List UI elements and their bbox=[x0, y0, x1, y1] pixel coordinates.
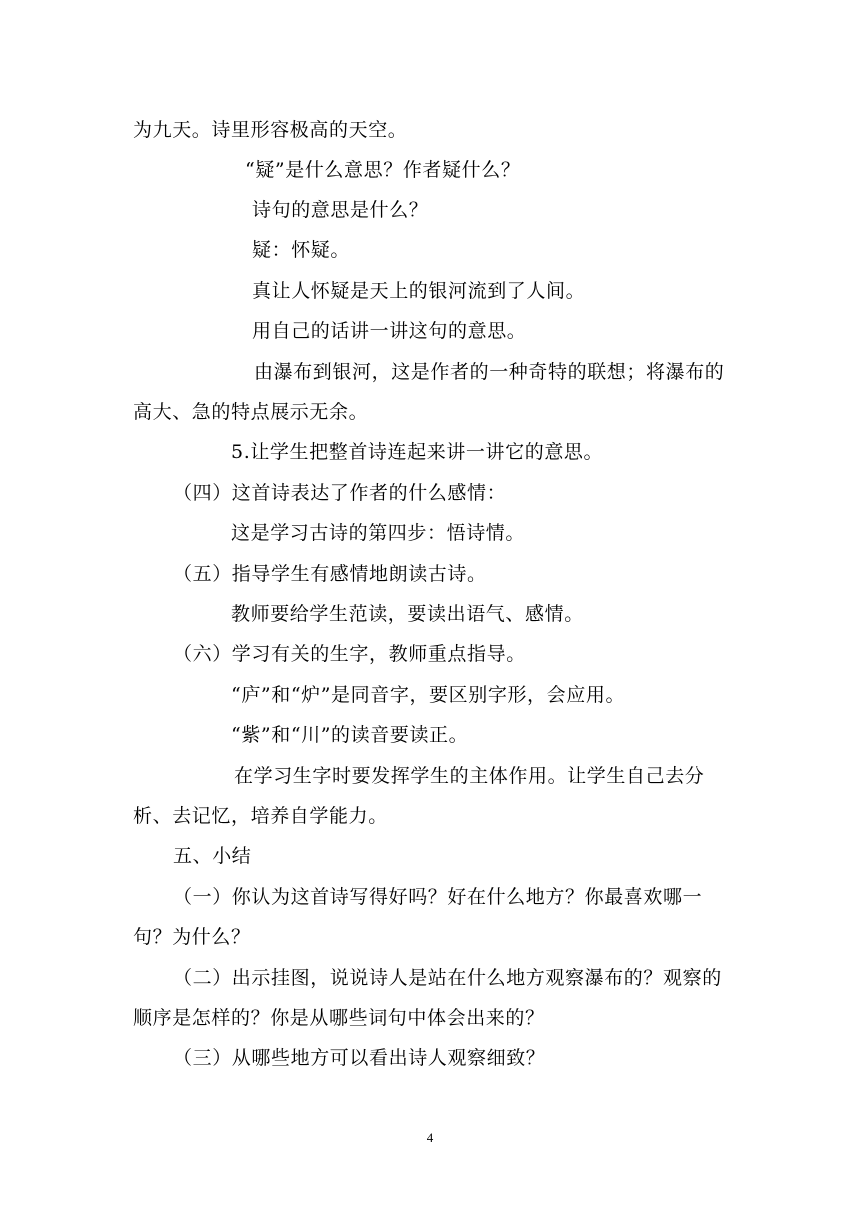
section-heading: （六）学习有关的生字，教师重点指导。 bbox=[173, 643, 526, 665]
text-line: （三）从哪些地方可以看出诗人观察细致？ bbox=[173, 1047, 546, 1069]
text-line: “庐”和“炉”是同音字，要区别字形，会应用。 bbox=[231, 684, 626, 706]
text-line: 析、去记忆，培养自学能力。 bbox=[133, 805, 388, 827]
text-line: “疑”是什么意思？作者疑什么？ bbox=[245, 159, 521, 181]
text-line: 用自己的话讲一讲这句的意思。 bbox=[252, 320, 527, 342]
section-heading: （五）指导学生有感情地朗读古诗。 bbox=[173, 563, 487, 585]
text-line: 这是学习古诗的第四步：悟诗情。 bbox=[231, 522, 526, 544]
text-line: 诗句的意思是什么？ bbox=[252, 199, 429, 221]
text-line: 疑：怀疑。 bbox=[252, 239, 351, 261]
text-line: “紫”和“川”的读音要读正。 bbox=[231, 724, 469, 746]
text-line: （一）你认为这首诗写得好吗？好在什么地方？你最喜欢哪一 bbox=[173, 886, 703, 908]
text-line: 句？为什么？ bbox=[133, 926, 251, 948]
text-line: （二）出示挂图，说说诗人是站在什么地方观察瀑布的？观察的 bbox=[173, 967, 722, 989]
text-line: 为九天。诗里形容极高的天空。 bbox=[133, 119, 408, 141]
text-line: 真让人怀疑是天上的银河流到了人间。 bbox=[252, 280, 586, 302]
section-heading: 五、小结 bbox=[173, 845, 252, 867]
text-line: 教师要给学生范读，要读出语气、感情。 bbox=[231, 603, 584, 625]
text-line: 由瀑布到银河，这是作者的一种奇特的联想；将瀑布的 bbox=[254, 361, 725, 383]
page-number: 4 bbox=[426, 1130, 434, 1145]
text-line: 5.让学生把整首诗连起来讲一讲它的意思。 bbox=[231, 441, 604, 463]
text-line: 顺序是怎样的？你是从哪些词句中体会出来的？ bbox=[133, 1007, 545, 1029]
section-heading: （四）这首诗表达了作者的什么感情： bbox=[173, 482, 507, 504]
text-line: 在学习生字时要发挥学生的主体作用。让学生自己去分 bbox=[234, 765, 705, 787]
text-line: 高大、急的特点展示无余。 bbox=[133, 401, 369, 423]
